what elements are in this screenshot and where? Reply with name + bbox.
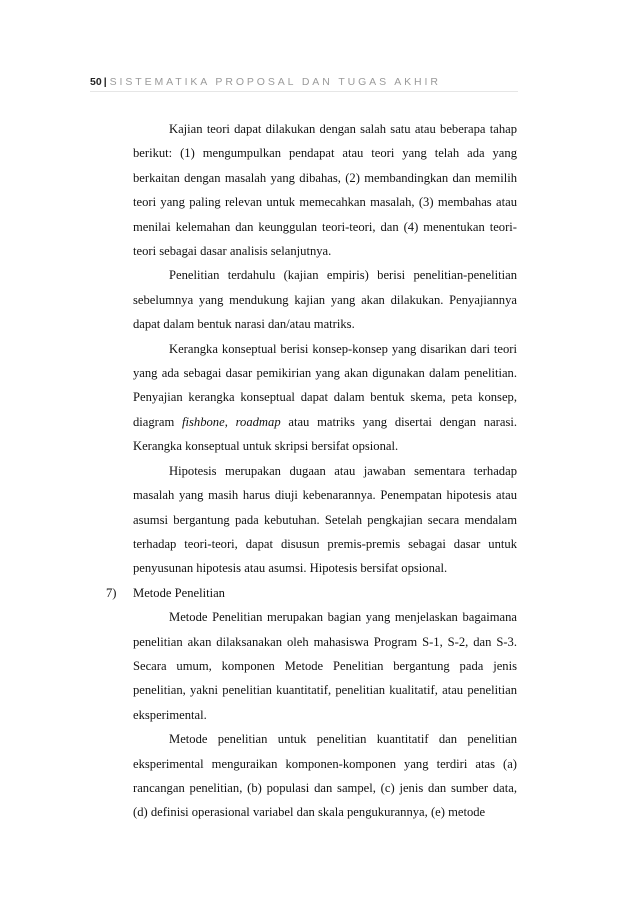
paragraph-kajian-teori: Kajian teori dapat dilakukan dengan salah satu atau beberapa tahap berikut: (1) mengumpulkan pendapat atau teori yang telah ada yang berkaitan dengan masalah yang dibahas, (2) membandingkan dan memilih teori yang paling relevan untuk memecahkan masalah, (3) membahas atau menilai kelemahan dan keunggulan teori-teori, dan (4) menentukan teori-teori sebagai dasar analisis selanjutnya. — [133, 122, 517, 259]
text-segment: , — [224, 414, 236, 429]
header-separator: | — [103, 76, 107, 88]
text-segment: atau matriks yang disertai dengan narasi. Kerangka konseptual untuk skripsi bersifat opsional. — [133, 414, 517, 454]
header-title: SISTEMATIKA PROPOSAL DAN TUGAS AKHIR — [109, 76, 441, 88]
term-fishbone: fishbone — [182, 414, 225, 429]
paragraph-kerangka-konseptual — [133, 337, 517, 459]
page-body — [106, 117, 517, 825]
paragraph-penelitian-terdahulu: Penelitian terdahulu (kajian empiris) berisi penelitian-penelitian sebelumnya yang mendukung kajian yang akan dilakukan. Penyajiannya dapat dalam bentuk narasi dan/atau matriks. — [133, 268, 517, 332]
term-roadmap: roadmap — [235, 414, 281, 429]
paragraph-hipotesis: Hipotesis merupakan dugaan atau jawaban sementara terhadap masalah yang masih harus diuji kebenarannya. Penempatan hipotesis atau asumsi bergantung pada kebutuhan. Setelah pengkajian secara mendalam terhadap teori-teori, dapat disusun premis-premis sebagai dasar untuk penyusunan hipotesis atau asumsi. Hipotesis bersifat opsional. — [133, 463, 517, 576]
list-item-metode-penelitian — [106, 581, 517, 605]
list-item-number: 7) — [106, 585, 117, 600]
paragraph-metode-kuantitatif: Metode penelitian untuk penelitian kuantitatif dan penelitian eksperimental menguraikan komponen-komponen yang terdiri atas (a) rancangan penelitian, (b) populasi dan sampel, (c) jenis dan sumber data, (d) definisi operasional variabel dan skala pengukurannya, (e) metode — [133, 732, 517, 820]
header-divider — [90, 91, 518, 92]
page-header — [90, 76, 518, 88]
page-number: 50 — [90, 76, 102, 88]
text-segment: Kerangka konseptual berisi konsep-konsep yang disarikan dari teori yang ada sebagai dasar pemikirian yang akan digunakan dalam penelitian. Penyajian kerangka konseptual dapat dalam bentuk skema, peta konsep, diagram — [133, 341, 517, 429]
paragraph-metode-penelitian: Metode Penelitian merupakan bagian yang menjelaskan bagaimana penelitian akan dilaksanakan oleh mahasiswa Program S-1, S-2, dan S-3. Secara umum, komponen Metode Penelitian bergantung pada jenis penelitian, yakni penelitian kuantitatif, penelitian kualitatif, atau penelitian eksperimental. — [133, 610, 517, 722]
section-heading: Metode Penelitian — [133, 585, 225, 600]
